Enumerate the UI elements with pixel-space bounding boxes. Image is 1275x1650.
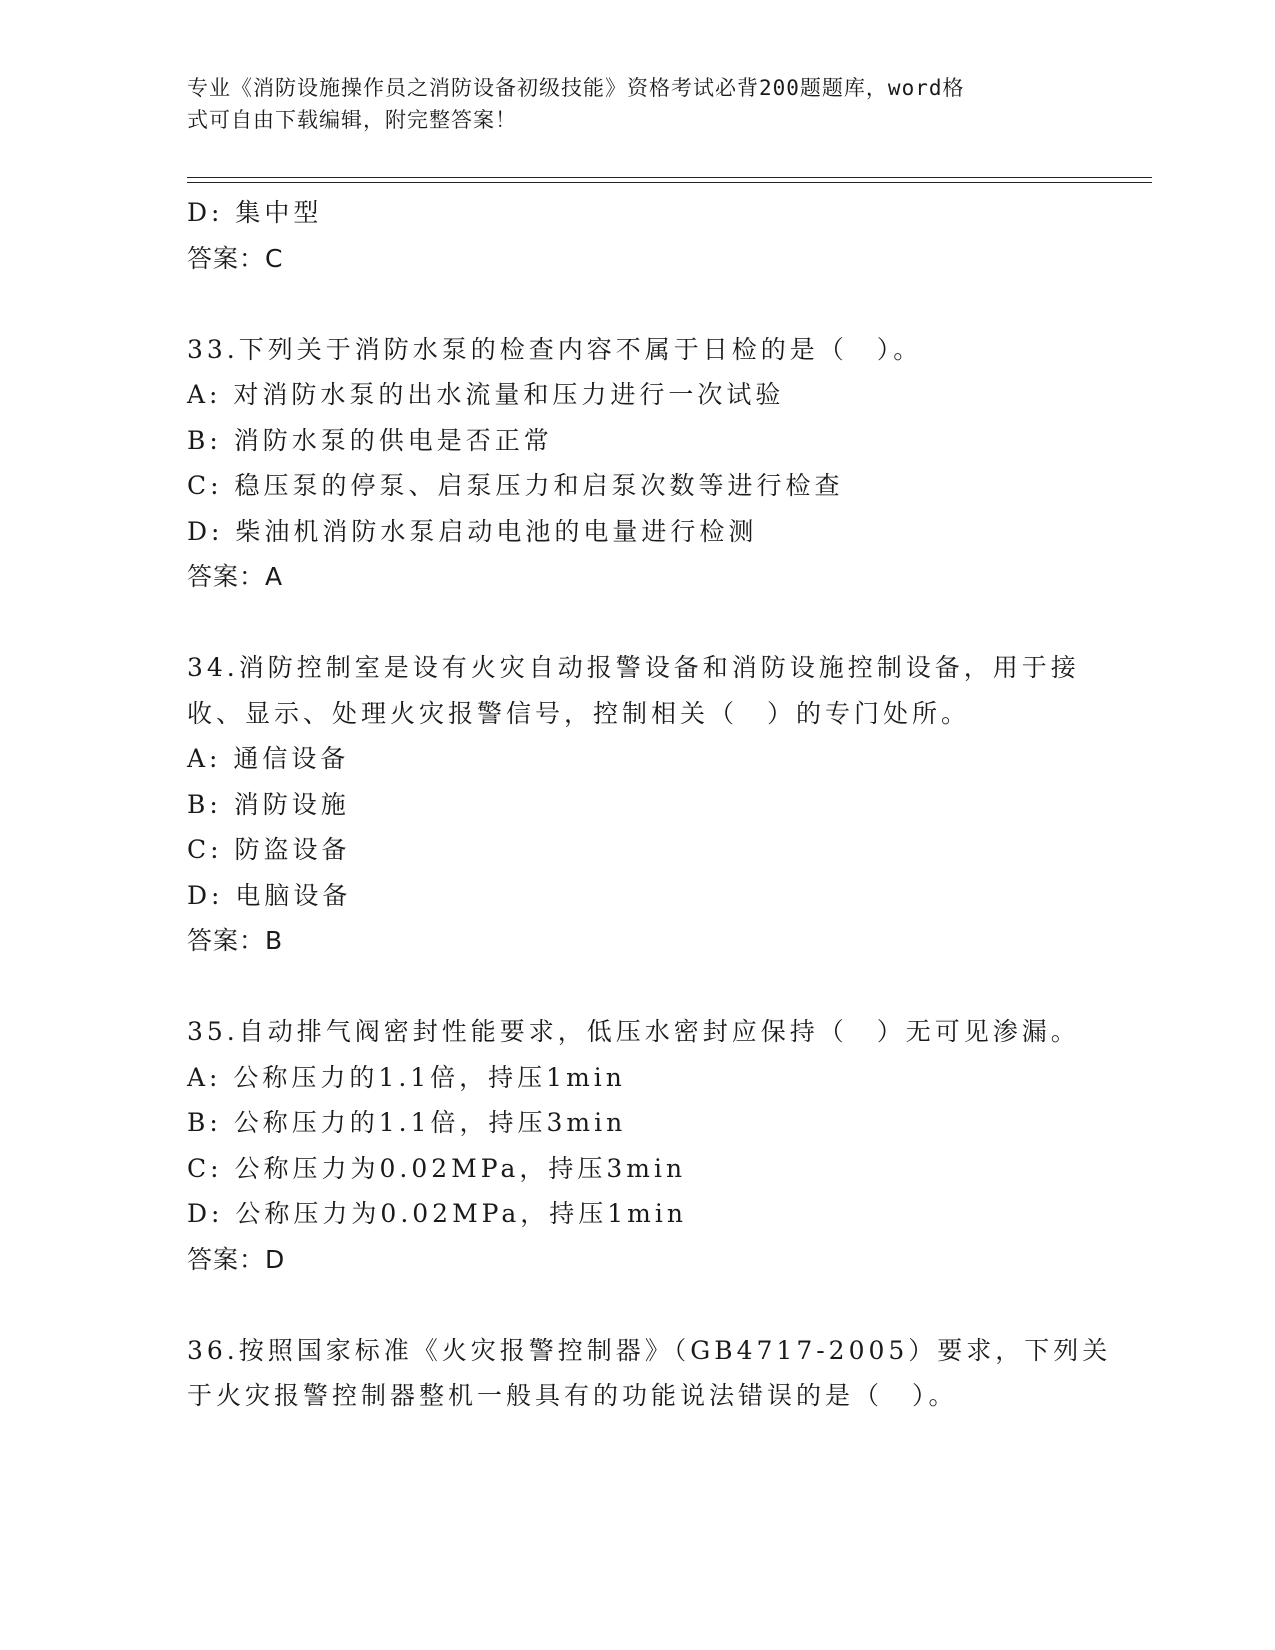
header-rule-top xyxy=(187,177,1152,178)
option-b: B: 消防设施 xyxy=(187,789,350,819)
header-line-2: 式可自由下载编辑，附完整答案！ xyxy=(187,108,517,132)
previous-question-tail xyxy=(187,190,1087,281)
option-d: D: 集中型 xyxy=(187,198,323,227)
answer-line: 答案：C xyxy=(187,243,284,273)
option-d: D: 电脑设备 xyxy=(187,880,352,910)
question-35 xyxy=(187,1009,1087,1282)
question-content xyxy=(187,190,1112,1419)
answer-line: 答案：D xyxy=(187,1244,286,1274)
option-c: C: 稳压泵的停泵、启泵压力和启泵次数等进行检查 xyxy=(187,471,844,500)
option-b: B: 公称压力的1.1倍，持压3min xyxy=(187,1108,627,1137)
option-d: D: 柴油机消防水泵启动电池的电量进行检测 xyxy=(187,516,758,546)
header-line-1: 专业《消防设施操作员之消防设备初级技能》资格考试必背200题题库，word格 xyxy=(187,76,965,100)
question-stem-continued: 收、显示、处理火灾报警信号，控制相关（ ）的专门处所。 xyxy=(187,698,971,728)
page-header xyxy=(187,72,1067,136)
option-d: D: 公称压力为0.02MPa，持压1min xyxy=(187,1199,687,1228)
question-36 xyxy=(187,1328,1112,1419)
question-stem: 33.下列关于消防水泵的检查内容不属于日检的是（ ）。 xyxy=(187,334,923,364)
spacer xyxy=(187,600,1087,646)
question-stem: 36.按照国家标准《火灾报警控制器》（GB4717-2005）要求，下列关 xyxy=(187,1335,1112,1365)
question-33 xyxy=(187,327,1087,600)
answer-line: 答案：B xyxy=(187,926,284,955)
spacer xyxy=(187,1282,1087,1328)
spacer xyxy=(187,964,1087,1010)
answer-line: 答案：A xyxy=(187,562,284,591)
question-stem-continued: 于火灾报警控制器整机一般具有的功能说法错误的是（ ）。 xyxy=(187,1381,958,1410)
question-stem: 34.消防控制室是设有火灾自动报警设备和消防设施控制设备，用于接 xyxy=(187,653,1080,682)
option-a: A: 对消防水泵的出水流量和压力进行一次试验 xyxy=(187,380,785,409)
spacer xyxy=(187,281,1087,327)
option-a: A: 公称压力的1.1倍，持压1min xyxy=(187,1062,626,1092)
option-c: C: 公称压力为0.02MPa，持压3min xyxy=(187,1153,687,1183)
question-stem: 35.自动排气阀密封性能要求，低压水密封应保持（ ）无可见渗漏。 xyxy=(187,1017,1080,1046)
option-c: C: 防盗设备 xyxy=(187,835,351,864)
question-34 xyxy=(187,645,1087,964)
option-b: B: 消防水泵的供电是否正常 xyxy=(187,425,553,455)
header-rule-bottom xyxy=(187,182,1152,183)
option-a: A: 通信设备 xyxy=(187,744,350,773)
